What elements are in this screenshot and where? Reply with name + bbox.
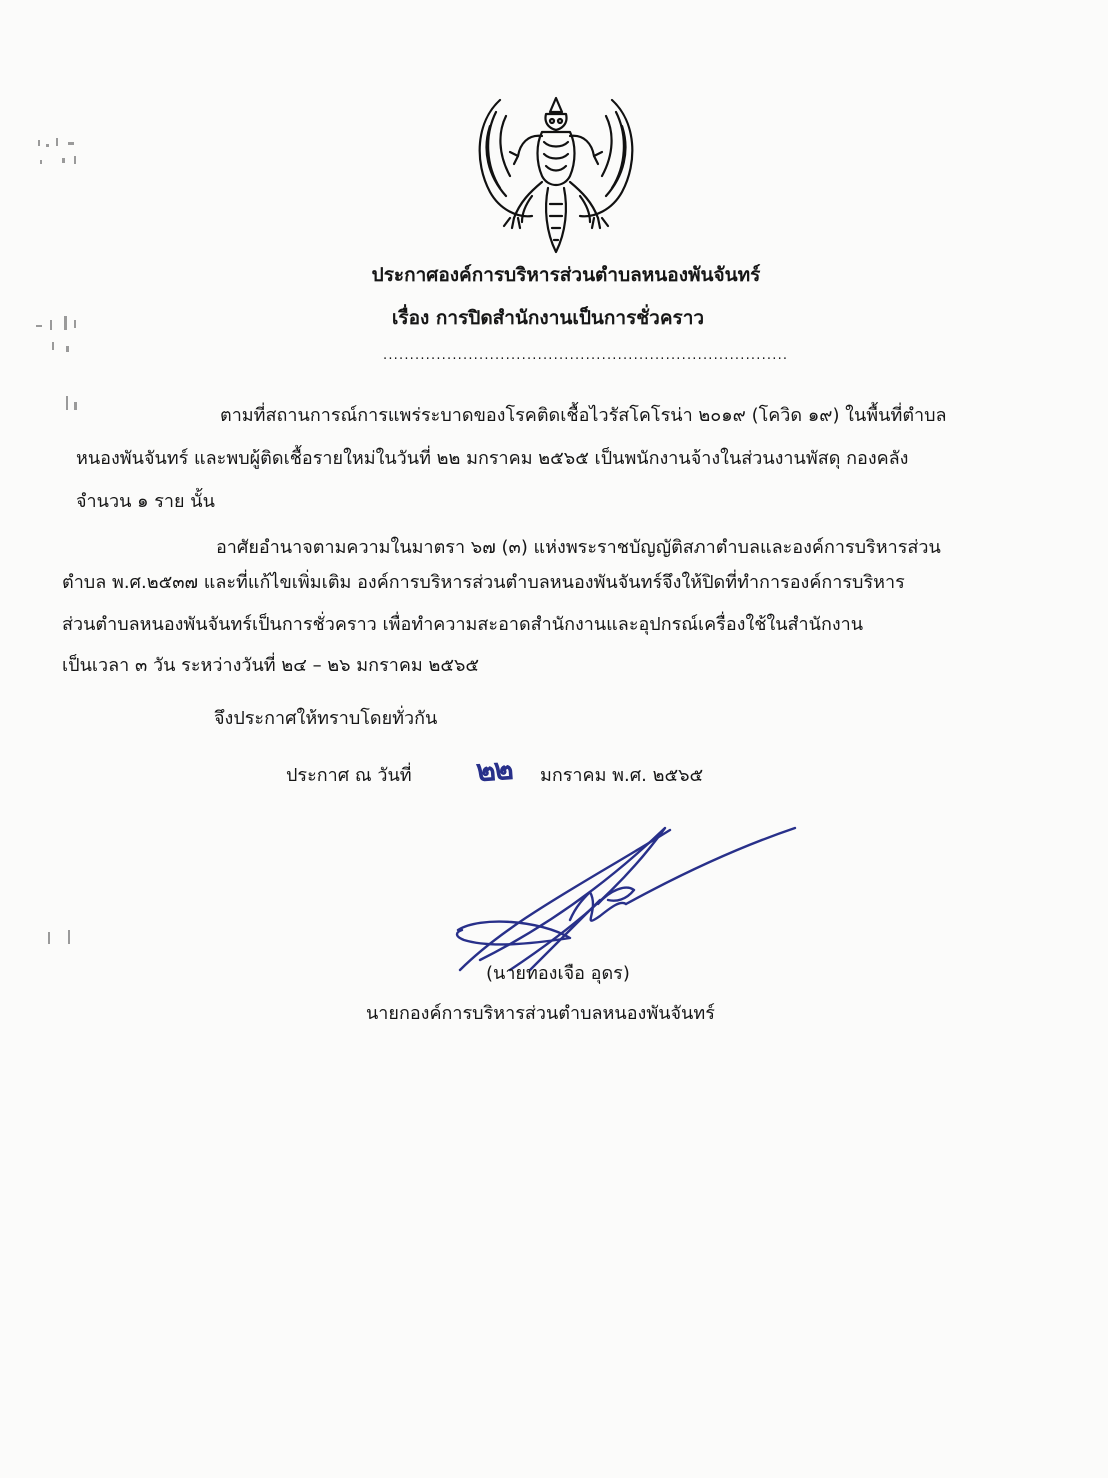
closing-line: จึงประกาศให้ทราบโดยทั่วกัน [214,708,438,729]
paragraph-1-line-3: จำนวน ๑ ราย นั้น [76,491,215,512]
paragraph-2-line-3: ส่วนตำบลหนองพันจันทร์เป็นการชั่วคราว เพื่อทำความสะอาดสำนักงานและอุปกรณ์เครื่องใช้ในสำนักงาน [62,614,864,635]
header-separator: ............................................................................ [383,348,789,363]
paragraph-2-line-1: อาศัยอำนาจตามความในมาตรา ๖๗ (๓) แห่งพระราชบัญญัติสภาตำบลและองค์การบริหารส่วน [216,537,941,558]
date-prefix: ประกาศ ณ วันที่ [286,765,412,786]
binding-marks [28,120,88,970]
signatory-name: (นายทองเจือ อุดร) [486,963,630,984]
announcement-title: ประกาศองค์การบริหารส่วนตำบลหนองพันจันทร์ [371,264,761,286]
paragraph-1-line-1: ตามที่สถานการณ์การแพร่ระบาดของโรคติดเชื้อไวรัสโคโรน่า ๒๐๑๙ (โควิด ๑๙) ในพื้นที่ตำบล [220,405,947,426]
date-suffix: มกราคม พ.ศ. ๒๕๖๕ [540,765,704,786]
signatory-position: นายกองค์การบริหารส่วนตำบลหนองพันจันทร์ [366,1003,715,1024]
paragraph-1-line-2: หนองพันจันทร์ และพบผู้ติดเชื้อรายใหม่ในวันที่ ๒๒ มกราคม ๒๕๖๕ เป็นพนักงานจ้างในส่วนงานพัสดุ กองคลัง [76,448,909,469]
garuda-emblem [470,92,642,262]
announcement-subject: เรื่อง การปิดสำนักงานเป็นการชั่วคราว [391,307,705,329]
paragraph-2-line-2: ตำบล พ.ศ.๒๕๓๗ และที่แก้ไขเพิ่มเติม องค์การบริหารส่วนตำบลหนองพันจันทร์จึงให้ปิดที่ทำการองค์การบริหาร [62,572,905,593]
handwritten-day: ๒๒ [474,751,513,790]
paragraph-2-line-4: เป็นเวลา ๓ วัน ระหว่างวันที่ ๒๔ – ๒๖ มกราคม ๒๕๖๕ [62,655,480,676]
